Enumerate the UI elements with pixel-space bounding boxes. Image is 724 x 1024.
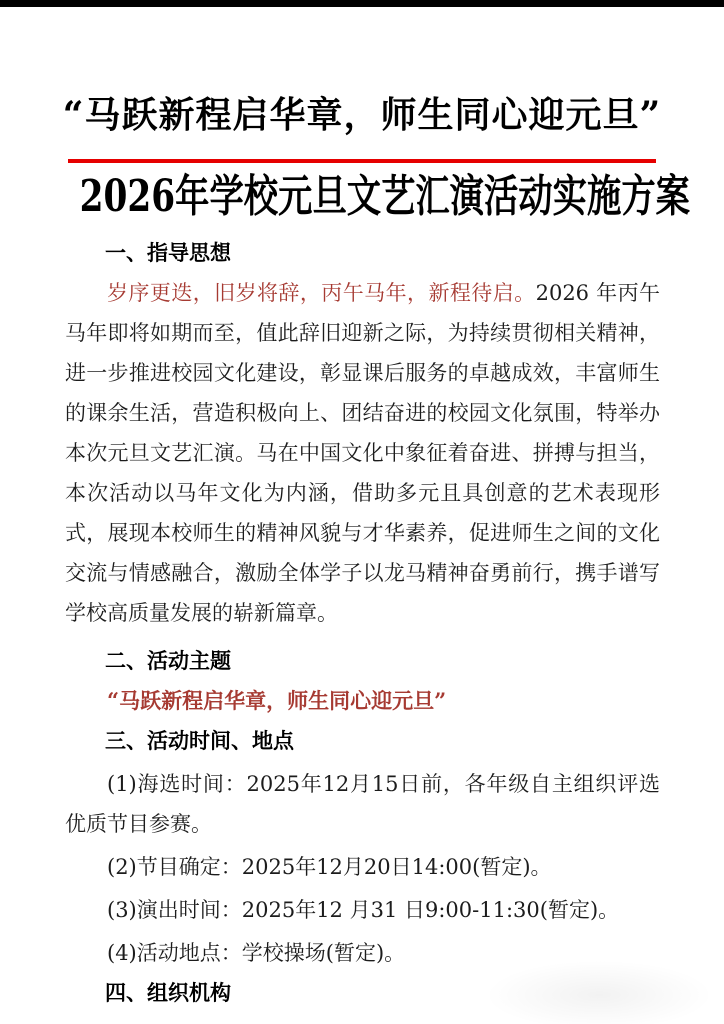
red-divider	[68, 159, 656, 163]
section-heading-guiding-ideology: 一、指导思想	[105, 240, 231, 265]
document-slogan: “马跃新程启华章，师生同心迎元旦”	[62, 94, 662, 136]
section-heading-time-place: 三、活动时间、地点	[105, 728, 294, 753]
activity-theme-text: “马跃新程启华章，师生同心迎元旦”	[107, 688, 447, 713]
schedule-item-audition: (1)海选时间：2025年12月15日前，各年级自主组织评选优质节目参赛。	[65, 772, 660, 836]
schedule-item-location: (4)活动地点：学校操场(暂定)。	[107, 941, 406, 965]
schedule-item-program-confirm: (2)节目确定：2025年12月20日14:00(暂定)。	[107, 855, 552, 879]
guiding-ideology-lead-red: 岁序更迭，旧岁将辞，丙午马年，新程待启。	[107, 281, 536, 305]
schedule-item-performance-time: (3)演出时间：2025年12 月31 日9:00-11:30(暂定)。	[107, 898, 620, 922]
section-heading-organization: 四、组织机构	[105, 980, 231, 1005]
page-top-edge	[0, 0, 724, 7]
page-title: 2026年学校元旦文艺汇演活动实施方案	[79, 171, 690, 222]
document-body	[65, 233, 660, 1013]
guiding-ideology-body-text: 2026 年丙午马年即将如期而至，值此辞旧迎新之际，为持续贯彻相关精神，进一步推进校园文化建设，彰显课后服务的卓越成效，丰富师生的课余生活，营造积极向上、团结奋进的校园文化氛围，特举办本次元旦文艺汇演。马在中国文化中象征着奋进、拼搏与担当，本次活动以马年文化为内涵，借助多元且具创意的艺术表现形式，展现本校师生的精神风貌与才华素养，促进师生之间的文化交流与情感融合，激励全体学子以龙马精神奋勇前行，携手谱写学校高质量发展的崭新篇章。	[65, 281, 661, 625]
guiding-ideology-paragraph	[65, 273, 660, 633]
section-heading-activity-theme: 二、活动主题	[105, 648, 231, 673]
